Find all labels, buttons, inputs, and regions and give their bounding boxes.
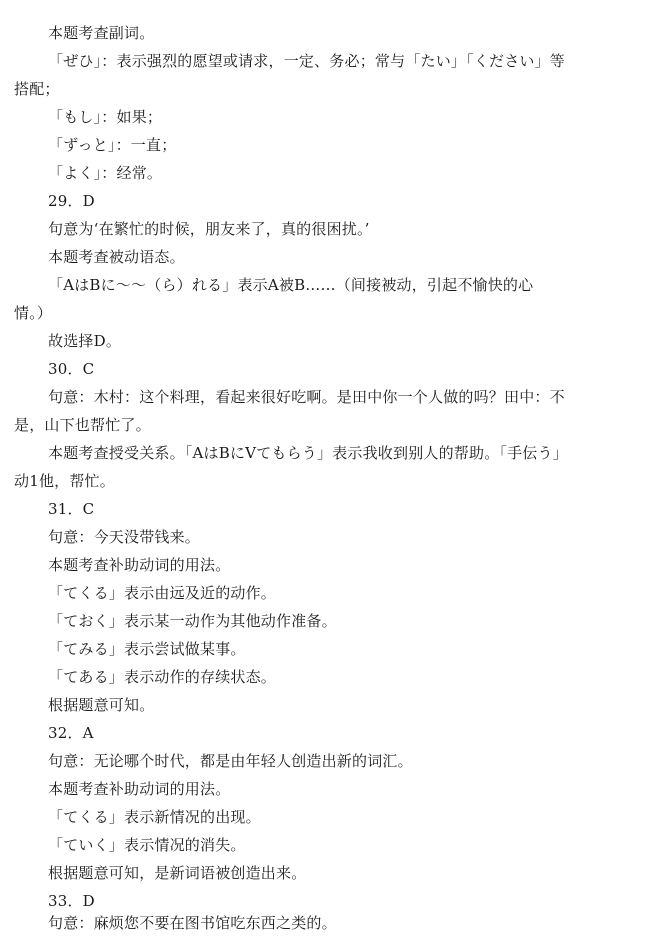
text-line: 「AはBに～～（ら）れる」表示A被B……（间接被动，引起不愉快的心: [48, 276, 534, 294]
text-line: 本题考查补助动词的用法。: [48, 780, 231, 798]
text-line: 句意：麻烦您不要在图书馆吃东西之类的。: [48, 914, 337, 932]
text-line: 搭配；: [14, 80, 60, 98]
text-line: 「ていく」表示情况的消失。: [48, 836, 246, 854]
question-number: 30．C: [48, 360, 95, 378]
text-line: 根据题意可知。: [48, 696, 155, 714]
text-line: 「よく」：经常。: [48, 164, 163, 182]
text-line: 句意：无论哪个时代，都是由年轻人创造出新的词汇。: [48, 752, 413, 770]
text-line: 本题考查补助动词的用法。: [48, 556, 231, 574]
question-number: 33．D: [48, 892, 95, 910]
text-line: 本题考查副词。: [48, 24, 155, 42]
text-line: 本题考查被动语态。: [48, 248, 185, 266]
text-line: 句意为‘在繁忙的时候，朋友来了，真的很困扰。’: [48, 220, 370, 238]
text-line: 本题考查授受关系。「AはBにVてもらう」表示我收到别人的帮助。「手伝う」: [48, 444, 568, 462]
text-line: 情。）: [14, 304, 53, 322]
text-line: 句意：今天没带钱来。: [48, 528, 201, 546]
text-line: 「ておく」表示某一动作为其他动作准备。: [48, 612, 337, 630]
text-line: 「ぜひ」：表示强烈的愿望或请求，一定、务必；常与「たい」「ください」等: [48, 52, 566, 70]
question-number: 29．D: [48, 192, 95, 210]
question-number: 32．A: [48, 724, 94, 742]
text-line: 「てくる」表示新情况的出现。: [48, 808, 261, 826]
text-line: 「てくる」表示由远及近的动作。: [48, 584, 277, 602]
text-line: 「てみる」表示尝试做某事。: [48, 640, 246, 658]
text-line: 「もし」：如果；: [48, 108, 163, 126]
text-line: 「てある」表示动作的存续状态。: [48, 668, 277, 686]
question-number: 31．C: [48, 500, 95, 518]
text-line: 故选择D。: [48, 332, 122, 350]
text-line: 动1他，帮忙。: [14, 472, 115, 490]
text-line: 是，山下也帮忙了。: [14, 416, 151, 434]
text-line: 根据题意可知，是新词语被创造出来。: [48, 864, 307, 882]
text-line: 句意：木村：这个料理，看起来很好吃啊。是田中你一个人做的吗？田中：不: [48, 388, 565, 406]
text-line: 「ずっと」：一直；: [48, 136, 177, 154]
